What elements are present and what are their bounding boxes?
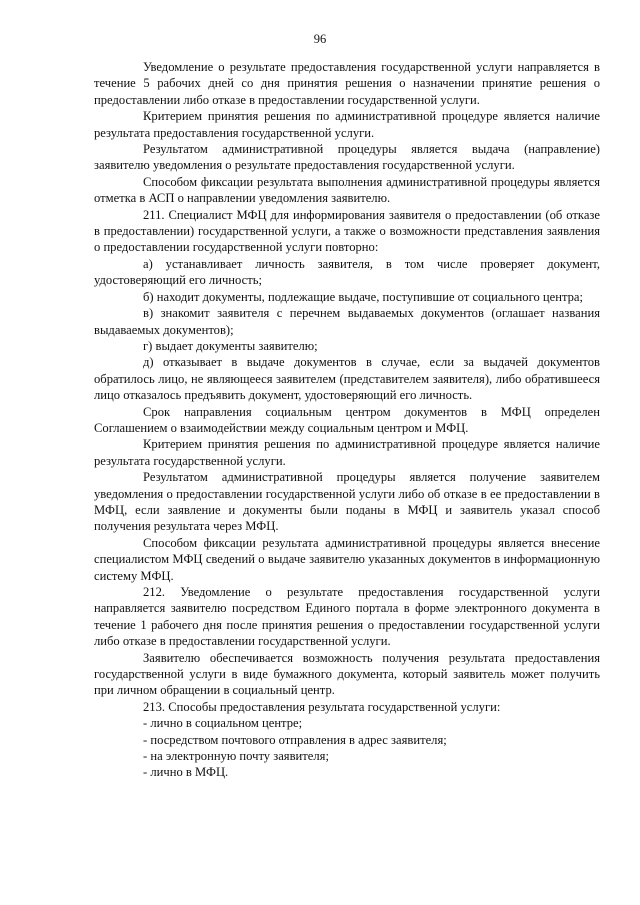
paragraph-fixation-method-2: Способом фиксации результата административной процедуры является внесение специалистом МФЦ сведений о выдаче заявителю указанных документов в информационную систему МФЦ. (94, 535, 600, 583)
paragraph-procedure-result: Результатом административной процедуры является выдача (направление) заявителю уведомления о результате предоставления государственной услуги. (94, 142, 600, 173)
paragraph-paper-document: Заявителю обеспечивается возможность получения результата предоставления государственной услуги в виде бумажного документа, который заявитель может получить при личном обращении в социальный центр. (94, 650, 600, 698)
paragraph-fixation-method: Способом фиксации результата выполнения административной процедуры является отметка в АСП о направлении уведомления заявителю. (94, 174, 600, 206)
list-item-v: в) знакомит заявителя с перечнем выдаваемых документов (оглашает названия выдаваемых документов); (94, 306, 600, 337)
list-item-g: г) выдает документы заявителю; (143, 338, 318, 353)
paragraph-document-term: Срок направления социальным центром документов в МФЦ определен Соглашением о взаимодействии между социальным центром и МФЦ. (94, 404, 600, 435)
list-item-b: б) находит документы, подлежащие выдаче, поступившие от социального центра; (143, 289, 584, 304)
document-body (94, 59, 600, 781)
delivery-method-post: - посредством почтового отправления в адрес заявителя; (143, 732, 447, 747)
paragraph-decision-criterion: Критерием принятия решения по административной процедуре является наличие результата предоставления государственной услуги. (94, 109, 600, 140)
paragraph-procedure-result-2: Результатом административной процедуры является получение заявителем уведомления о предоставлении государственной услуги либо об отказе в ее предоставлении в МФЦ, если заявление и документы были поданы в МФЦ и заявитель указал способ получения результата через МФЦ. (94, 470, 600, 534)
paragraph-211-mfc-specialist: 211. Специалист МФЦ для информирования заявителя о предоставлении (об отказе в предоставлении) государственной услуги, а также о возможности представления заявления о предоставлении государственной услуги повторно: (94, 207, 600, 255)
delivery-method-email: - на электронную почту заявителя; (143, 749, 329, 764)
paragraph-notification-term: Уведомление о результате предоставления государственной услуги направляется в течение 5 рабочих дней со дня принятия решения о назначении принятие решения о предоставлении либо отказе в предоставлении государственной услуги. (94, 60, 600, 107)
paragraph-decision-criterion-2: Критерием принятия решения по административной процедуре является наличие результата государственной услуги. (94, 437, 600, 468)
delivery-method-social-center: - лично в социальном центре; (143, 716, 303, 731)
paragraph-213-delivery-methods: 213. Способы предоставления результата государственной услуги: (143, 699, 501, 714)
delivery-method-mfc: - лично в МФЦ. (143, 765, 229, 780)
page-number: 96 (313, 32, 327, 46)
list-item-a: а) устанавливает личность заявителя, в том числе проверяет документ, удостоверяющий его личность; (94, 256, 600, 288)
paragraph-212-portal-notification: 212. Уведомление о результате предоставления государственной услуги направляется заявителю посредством Единого портала в форме электронного документа в течение 1 рабочего дня после принятия решения о предоставлении государственной услуги либо отказе в предоставлении государственной услуги. (94, 585, 600, 649)
list-item-d: д) отказывает в выдаче документов в случае, если за выдачей документов обратилось лицо, не являющееся заявителем (представителем заявителя), либо обратившееся лицо отказалось предъявить документ, удостоверяющий его личность. (94, 355, 600, 403)
